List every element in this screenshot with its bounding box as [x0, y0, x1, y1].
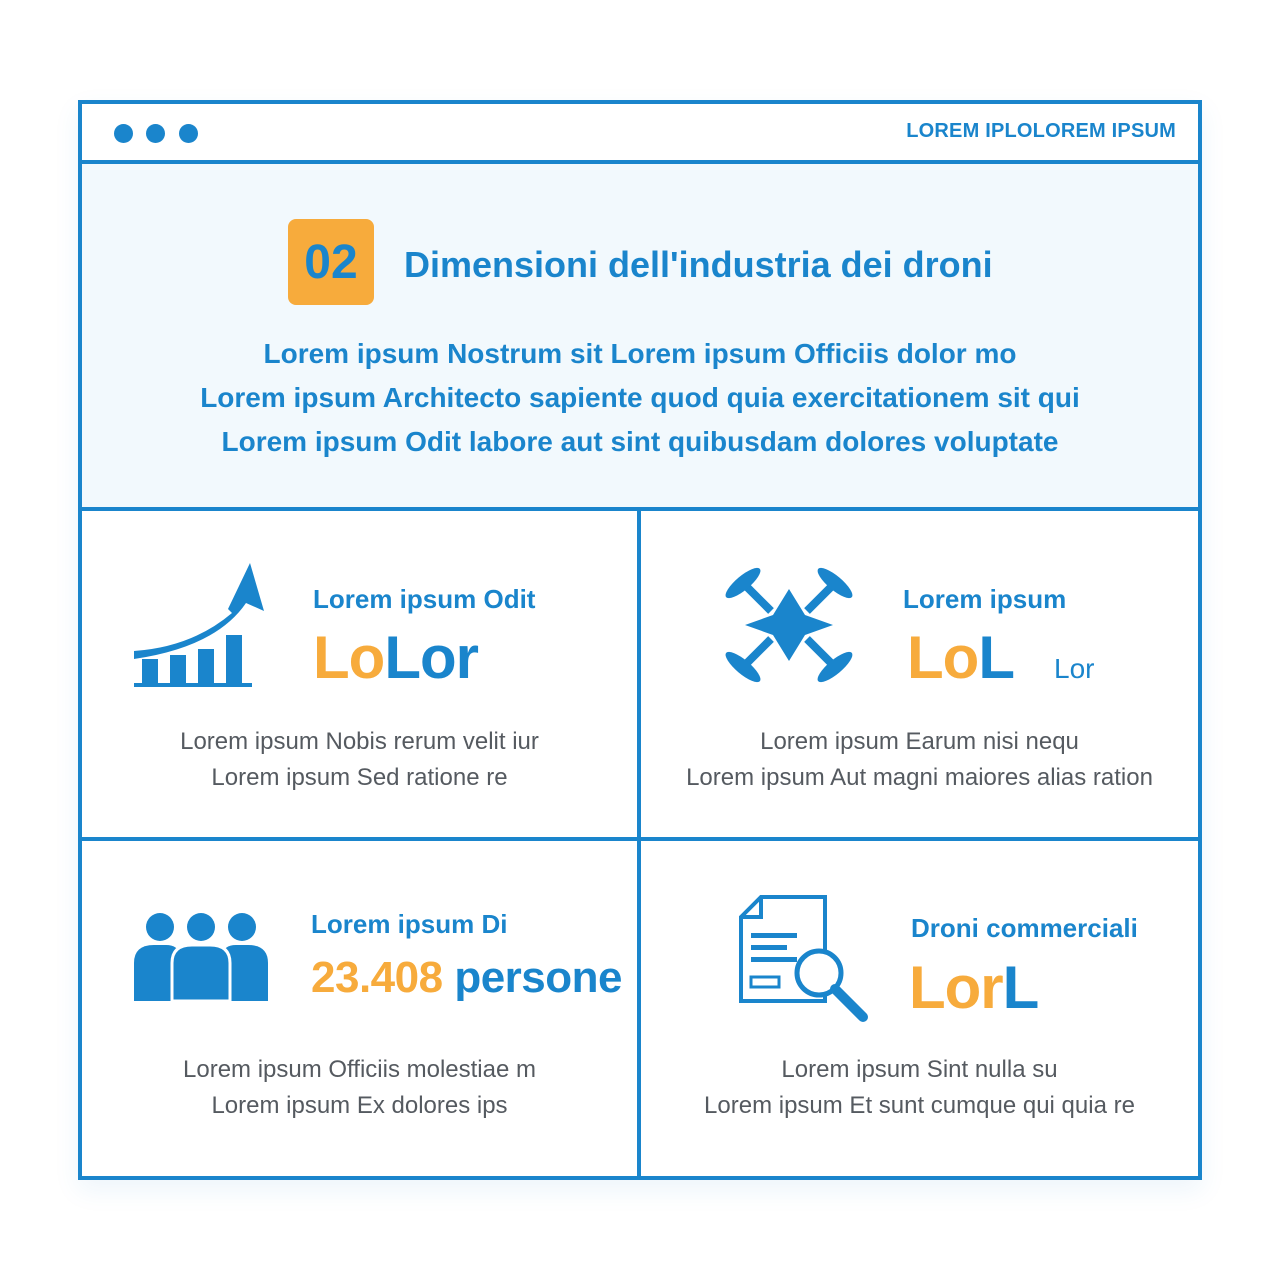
card-label: Lorem ipsum Di — [311, 909, 508, 939]
intro-text — [82, 332, 1198, 464]
window-title: LOREM IPLOLOREM IPSUM — [906, 120, 1176, 142]
card-description: Lorem ipsum Sint nulla su Lorem ipsum Et sunt cumque qui quia re — [704, 1056, 1135, 1119]
section-title: Dimensioni dell'industria dei droni — [404, 244, 993, 285]
intro-line: Lorem ipsum Nostrum sit Lorem ipsum Officiis dolor mo — [263, 338, 1017, 369]
card-label: Droni commerciali — [911, 913, 1138, 943]
intro-line: Lorem ipsum Architecto sapiente quod quia exercitationem sit qui — [200, 382, 1080, 413]
card-value: 23.408 persone — [311, 953, 622, 1002]
card-description: Lorem ipsum Officiis molestiae m Lorem ipsum Ex dolores ips — [183, 1056, 536, 1119]
card-label: Lorem ipsum — [903, 584, 1067, 614]
card-value: LoLor — [313, 624, 478, 691]
section-header — [82, 164, 1198, 509]
card-description: Lorem ipsum Nobis rerum velit iur Lorem ipsum Sed ratione re — [180, 728, 539, 791]
growth-chart-icon — [132, 555, 272, 689]
window-dot-icon[interactable] — [179, 124, 198, 143]
window-dot-icon[interactable] — [114, 124, 133, 143]
card-value: LorL — [909, 954, 1039, 1021]
card-value-suffix: Lor — [1054, 653, 1095, 684]
document-search-icon — [737, 893, 873, 1025]
people-icon — [132, 911, 270, 1003]
section-number-badge: 02 — [288, 219, 374, 305]
stat-card — [637, 507, 1202, 841]
stat-card — [78, 837, 641, 1180]
drone-icon — [721, 561, 857, 689]
card-value: LoL — [907, 624, 1014, 691]
intro-line: Lorem ipsum Odit labore aut sint quibusdam dolores voluptate — [221, 426, 1059, 457]
window-dot-icon[interactable] — [146, 124, 165, 143]
stat-card — [78, 507, 641, 841]
stat-card — [637, 837, 1202, 1180]
card-label: Lorem ipsum Odit — [313, 584, 536, 614]
window-titlebar — [82, 104, 1198, 164]
card-description: Lorem ipsum Earum nisi nequ Lorem ipsum Aut magni maiores alias ration — [686, 728, 1153, 791]
